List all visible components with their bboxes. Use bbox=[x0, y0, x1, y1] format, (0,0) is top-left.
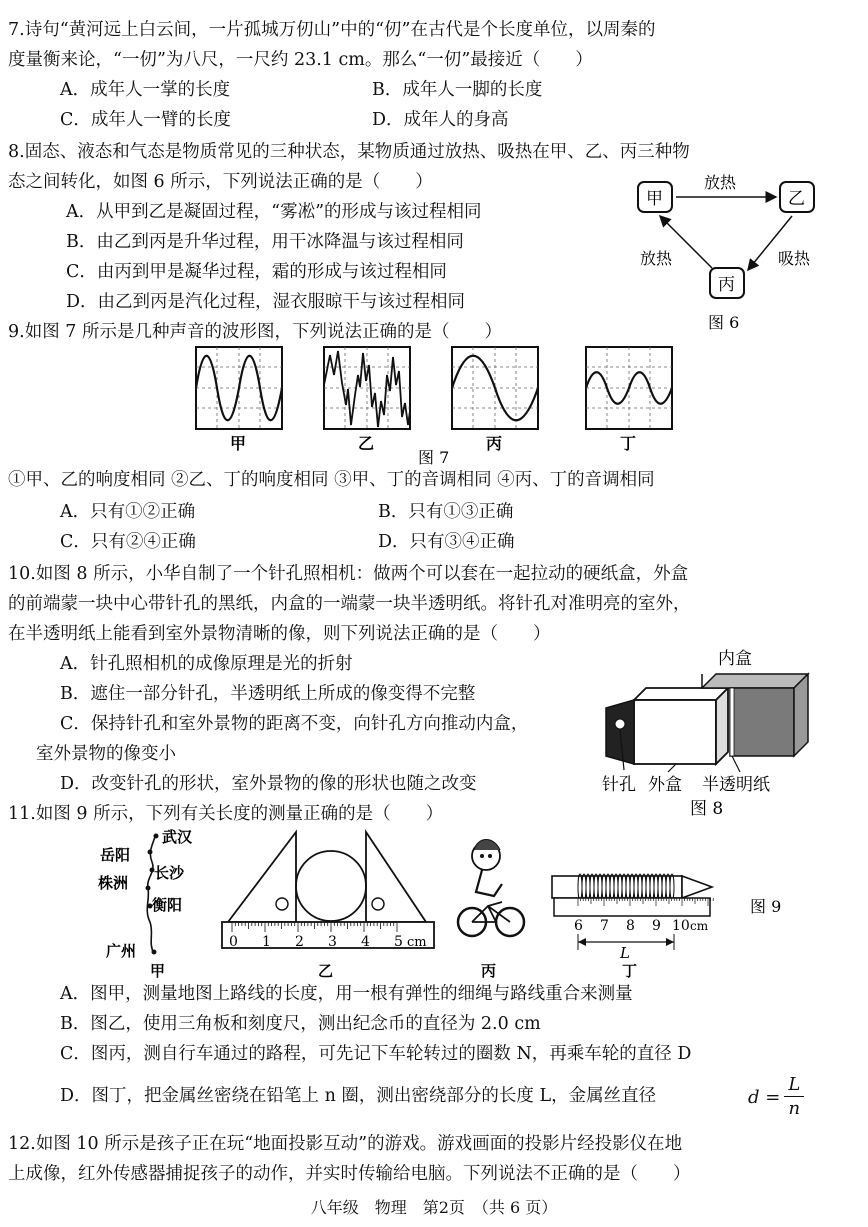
q8-stem-line1: 8.固态、液态和气态是物质常见的三种状态，某物质通过放热、吸热在甲、乙、丙三种物 bbox=[8, 142, 690, 162]
figure-7-caption: 图 7 bbox=[418, 448, 450, 465]
state-b-label: 乙 bbox=[788, 189, 805, 209]
figure-9-caption: 图 9 bbox=[750, 897, 782, 916]
figure-9-ruler-coin bbox=[222, 832, 434, 980]
ruler-tick-4: 4 bbox=[361, 934, 370, 950]
diameter-formula bbox=[748, 1070, 804, 1124]
pinhole-label: 针孔 bbox=[602, 775, 636, 795]
map-city-guangzhou: 广州 bbox=[106, 942, 137, 960]
q8-option-d: D．由乙到丙是汽化过程，湿衣服晾干与该过程相同 bbox=[66, 292, 466, 312]
inner-box-label: 内盒 bbox=[718, 649, 752, 669]
arrow-right-label: 吸热 bbox=[778, 249, 811, 268]
ruler-tick-3: 3 bbox=[328, 934, 337, 950]
q7-stem-line2: 度量衡来论，“一仞”为八尺，一尺约 23.1 cm。那么“一仞”最接近（ ） bbox=[8, 50, 593, 70]
figure-9-label-a: 甲 bbox=[150, 962, 166, 980]
figure-9-label-c: 丙 bbox=[481, 962, 497, 980]
q12-stem-line1: 12.如图 10 所示是孩子正在玩“地面投影互动”的游戏。游戏画面的投影片经投影仪在地 bbox=[8, 1134, 683, 1154]
q11-option-a: A．图甲，测量地图上路线的长度，用一根有弹性的细绳与路线重合来测量 bbox=[60, 984, 633, 1004]
figure-9-pencil-coil bbox=[552, 874, 713, 980]
ruler-unit: cm bbox=[407, 935, 427, 950]
q9-option-b: B．只有①③正确 bbox=[378, 502, 514, 522]
formula-denominator: n bbox=[788, 1097, 801, 1119]
formula-lhs: d = bbox=[748, 1086, 781, 1108]
q10-option-d: D．改变针孔的形状，室外景物的像的形状也随之改变 bbox=[60, 774, 477, 794]
q10-stem-line3: 在半透明纸上能看到室外景物清晰的像，则下列说法正确的是（ ） bbox=[8, 624, 551, 644]
figure-8-caption: 图 8 bbox=[690, 799, 724, 819]
q11-option-b: B．图乙，使用三角板和刻度尺，测出纪念币的直径为 2.0 cm bbox=[60, 1014, 541, 1034]
formula-numerator: L bbox=[784, 1074, 804, 1097]
waveform-a bbox=[196, 347, 282, 429]
q8-option-c: C．由丙到甲是凝华过程，霜的形成与该过程相同 bbox=[66, 262, 447, 282]
q11-stem: 11.如图 9 所示，下列有关长度的测量正确的是（ ） bbox=[8, 804, 444, 824]
ruler-tick-1: 1 bbox=[262, 934, 271, 950]
map-city-yueyang: 岳阳 bbox=[100, 846, 131, 864]
q10-stem-line2: 的前端蒙一块中心带针孔的黑纸，内盒的一端蒙一块半透明纸。将针孔对准明亮的室外， bbox=[8, 594, 691, 614]
q11-option-d: D．图丁，把金属丝密绕在铅笔上 n 圈，测出密绕部分的长度 L，金属丝直径 bbox=[60, 1086, 657, 1106]
q8-option-a: A．从甲到乙是凝固过程，“雾凇”的形成与该过程相同 bbox=[66, 202, 482, 222]
ruler-tick-5: 5 bbox=[394, 934, 403, 950]
outer-box bbox=[606, 688, 728, 764]
ruler-tick-2: 2 bbox=[295, 934, 304, 950]
figure-9-map bbox=[97, 828, 193, 980]
waveform-d bbox=[586, 347, 672, 429]
figure-8-pinhole-camera bbox=[598, 644, 856, 820]
screen-label: 半透明纸 bbox=[702, 775, 770, 795]
waveform-c-label: 丙 bbox=[486, 434, 503, 453]
q9-statements: ①甲、乙的响度相同 ②乙、丁的响度相同 ③甲、丁的音调相同 ④丙、丁的音调相同 bbox=[8, 470, 655, 490]
q8-stem-line2: 态之间转化，如图 6 所示，下列说法正确的是（ ） bbox=[8, 172, 433, 192]
figure-6-state-diagram bbox=[620, 168, 840, 334]
arrow-left-label: 放热 bbox=[640, 249, 673, 268]
map-city-wuhan: 武汉 bbox=[162, 828, 193, 846]
figure-9-length-measurements bbox=[96, 826, 796, 982]
q12-stem-line2: 上成像，红外传感器捕捉孩子的动作，并实时传输给电脑。下列说法不正确的是（ ） bbox=[8, 1164, 691, 1184]
q7-option-a: A．成年人一掌的长度 bbox=[60, 80, 231, 100]
pencil-ruler-tick-8: 8 bbox=[626, 918, 635, 934]
figure-9-label-b: 乙 bbox=[318, 962, 334, 980]
arrow-top-label: 放热 bbox=[704, 173, 737, 192]
waveform-c bbox=[452, 347, 538, 429]
map-city-hengyang: 衡阳 bbox=[152, 896, 183, 914]
figure-6-caption: 图 6 bbox=[708, 313, 740, 332]
figure-9-bicycle bbox=[458, 840, 524, 981]
pencil-ruler-tick-7: 7 bbox=[600, 918, 609, 934]
coin bbox=[296, 851, 366, 921]
q10-option-c-cont: 室外景物的像变小 bbox=[36, 744, 176, 764]
waveform-b bbox=[324, 347, 410, 429]
figure-7-waveforms bbox=[190, 345, 680, 465]
waveform-d-label: 丁 bbox=[620, 434, 637, 453]
q9-option-c: C．只有②④正确 bbox=[60, 532, 196, 552]
state-c-label: 丙 bbox=[718, 275, 735, 295]
q9-option-a: A．只有①②正确 bbox=[60, 502, 196, 522]
figure-9-label-d: 丁 bbox=[622, 962, 638, 980]
coil-length-label: L bbox=[620, 944, 630, 962]
q10-stem-line1: 10.如图 8 所示，小华自制了一个针孔照相机：做两个可以套在一起拉动的硬纸盒，外盒 bbox=[8, 564, 689, 584]
pencil-ruler-tick-9: 9 bbox=[652, 918, 661, 934]
q7-option-d: D．成年人的身高 bbox=[372, 110, 509, 130]
q10-option-a: A．针孔照相机的成像原理是光的折射 bbox=[60, 654, 353, 674]
q8-option-b: B．由乙到丙是升华过程，用干冰降温与该过程相同 bbox=[66, 232, 464, 252]
pencil-ruler-unit: cm bbox=[690, 919, 709, 933]
pencil-ruler-tick-6: 6 bbox=[574, 918, 583, 934]
state-a-label: 甲 bbox=[646, 189, 663, 209]
q10-option-c: C．保持针孔和室外景物的距离不变，向针孔方向推动内盒， bbox=[60, 714, 529, 734]
page-footer: 八年级 物理 第2页 （共 6 页） bbox=[310, 1198, 558, 1217]
q7-stem-line1: 7.诗句“黄河远上白云间，一片孤城万仞山”中的“仞”在古代是个长度单位，以周秦的 bbox=[8, 20, 656, 40]
q7-option-b: B．成年人一脚的长度 bbox=[372, 80, 543, 100]
ruler-tick-0: 0 bbox=[229, 934, 238, 950]
q9-option-d: D．只有③④正确 bbox=[378, 532, 515, 552]
waveform-b-label: 乙 bbox=[358, 434, 375, 453]
q7-option-c: C．成年人一臂的长度 bbox=[60, 110, 231, 130]
map-city-zhuzhou: 株洲 bbox=[98, 874, 129, 892]
q10-option-b: B．遮住一部分针孔，半透明纸上所成的像变得不完整 bbox=[60, 684, 476, 704]
q9-stem: 9.如图 7 所示是几种声音的波形图，下列说法正确的是（ ） bbox=[8, 322, 502, 342]
outer-box-label: 外盒 bbox=[648, 775, 682, 795]
pencil-ruler-tick-10: 10 bbox=[672, 918, 690, 934]
q11-option-c: C．图丙，测自行车通过的路程，可先记下车轮转过的圈数 N，再乘车轮的直径 D bbox=[60, 1044, 692, 1064]
waveform-a-label: 甲 bbox=[230, 434, 247, 453]
map-city-changsha: 长沙 bbox=[154, 864, 185, 882]
